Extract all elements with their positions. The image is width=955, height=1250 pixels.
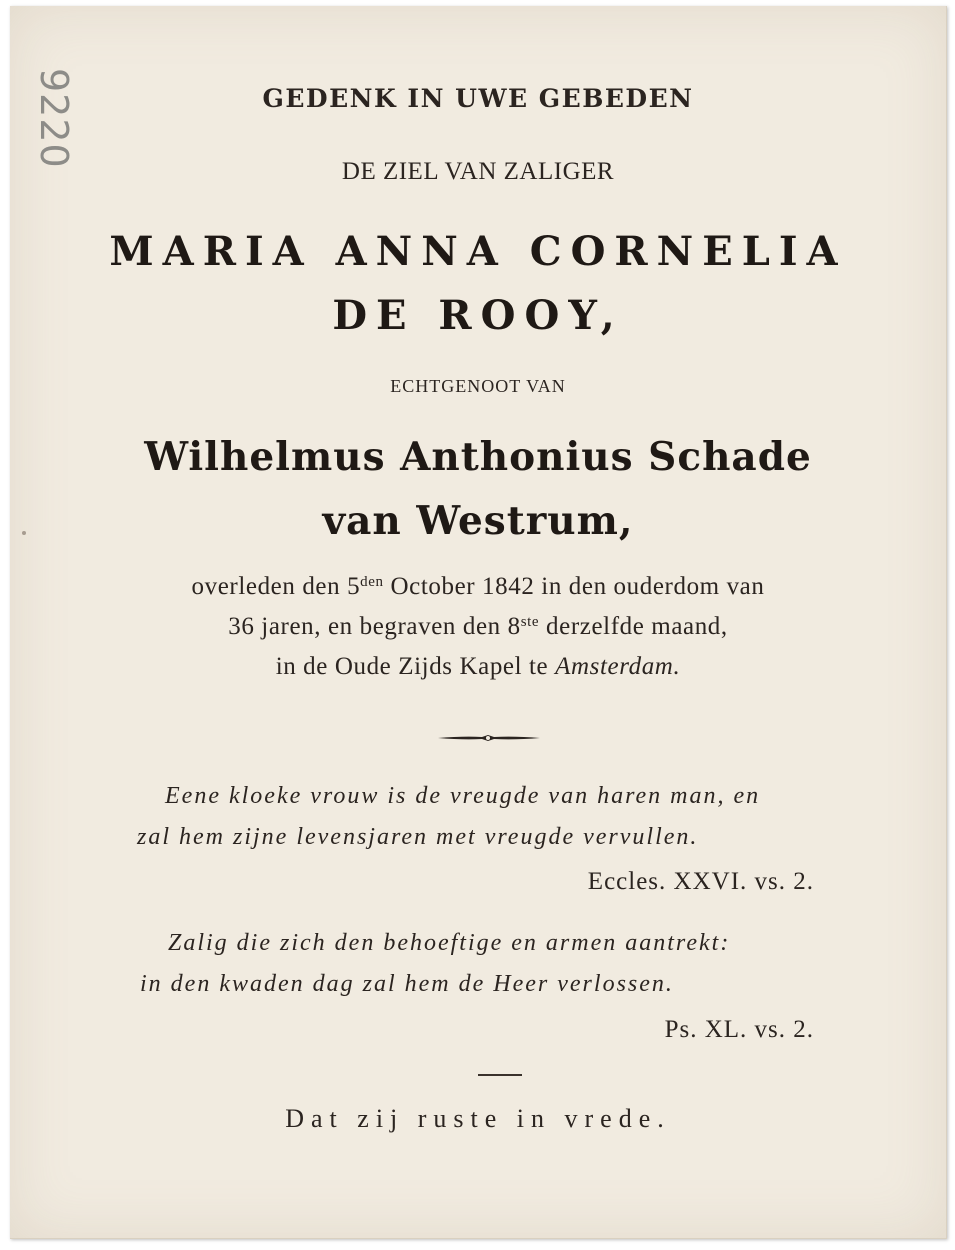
- place-name: Amsterdam.: [555, 653, 681, 680]
- verse2-line2: in den kwaden dag zal hem de Heer verlossen.: [140, 971, 674, 997]
- death-details-line3: [10, 653, 946, 681]
- death-text-cont: October 1842 in den ouderdom van: [383, 573, 765, 600]
- verse2-line1: Zalig die zich den behoeftige en armen aantrekt:: [168, 930, 731, 956]
- spouse-name-line2: van Westrum,: [322, 498, 634, 544]
- verse1-line2: zal hem zijne levensjaren met vreugde vervullen.: [137, 824, 699, 850]
- verse1-reference: Eccles. XXVI. vs. 2.: [587, 868, 814, 895]
- subheading: DE ZIEL VAN ZALIGER: [341, 158, 615, 185]
- burial-text: 36 jaren, en begraven den 8: [228, 613, 521, 640]
- death-details-line2: [10, 613, 946, 641]
- short-rule-divider: [478, 1074, 522, 1076]
- relation-label: ECHTGENOOT VAN: [390, 376, 566, 396]
- deceased-name-line1: MARIA ANNA CORNELIA: [109, 228, 847, 275]
- pencil-inventory-number: 9220: [32, 68, 76, 169]
- deceased-name-line2: DE ROOY,: [332, 292, 624, 339]
- closing-prayer: Dat zij ruste in vrede.: [285, 1104, 671, 1133]
- verse2-reference: Ps. XL. vs. 2.: [664, 1016, 814, 1043]
- burial-text-cont: derzelfde maand,: [539, 613, 728, 640]
- memorial-card: [10, 6, 947, 1239]
- ornament-divider: [438, 734, 540, 742]
- chapel-text: in de Oude Zijds Kapel te: [275, 653, 556, 680]
- death-details-line1: [10, 573, 946, 601]
- death-text: overleden den 5: [191, 573, 361, 600]
- heading: GEDENK IN UWE GEBEDEN: [262, 84, 694, 113]
- ordinal-suffix: ste: [520, 614, 540, 630]
- paper-speck: [22, 531, 26, 535]
- spouse-name-line1: Wilhelmus Anthonius Schade: [144, 434, 812, 480]
- verse1-line1: Eene kloeke vrouw is de vreugde van haren man, en: [165, 783, 761, 809]
- ordinal-suffix: den: [360, 574, 384, 590]
